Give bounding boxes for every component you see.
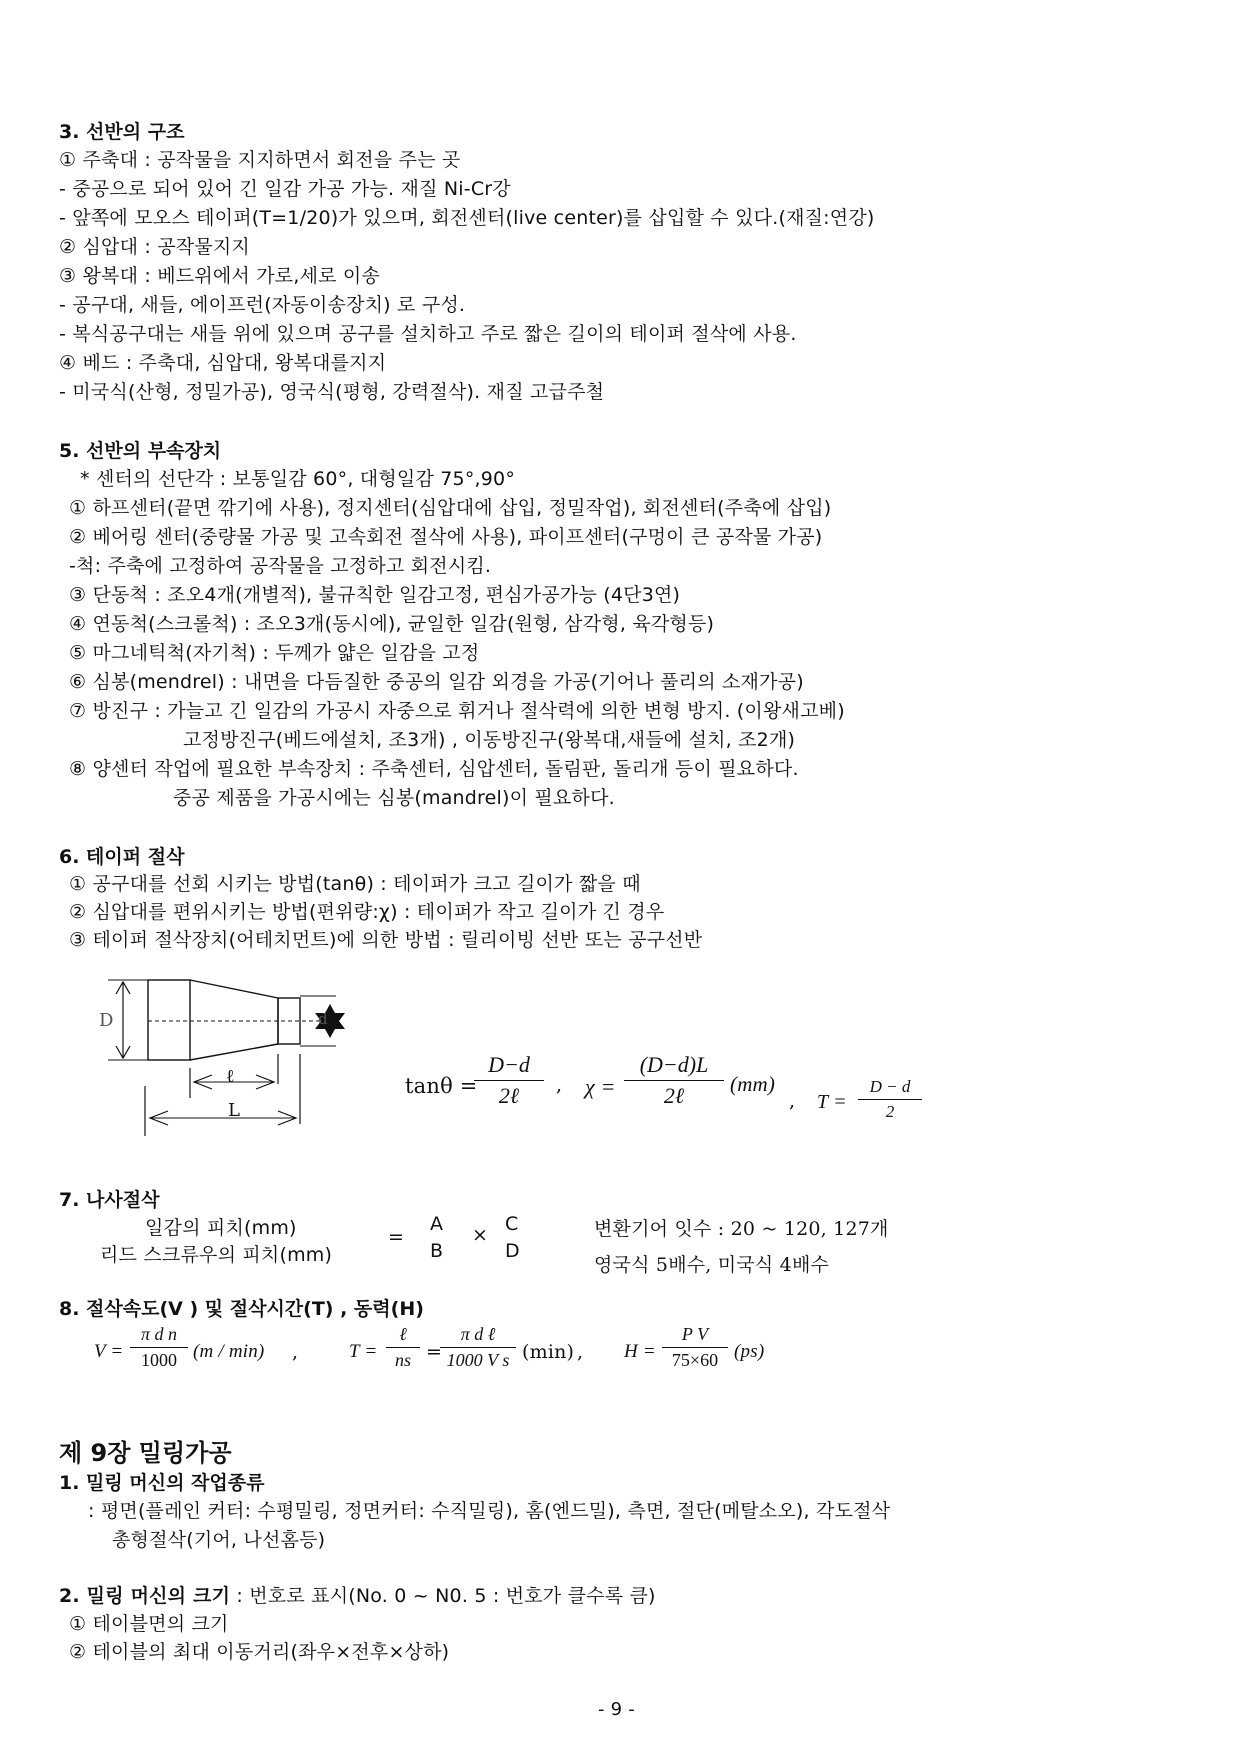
T-numerator: D − d [858, 1077, 922, 1100]
s5-line: 고정방진구(베드에설치, 조3개) , 이동방진구(왕복대,새들에 설치, 조2개) [183, 729, 796, 751]
V-numerator: π d n [130, 1324, 188, 1348]
gear-D: D [505, 1240, 520, 1262]
s3-line: - 중공으로 되어 있어 긴 일감 가공 가능. 재질 Ni-Cr강 [59, 178, 511, 200]
tan-numerator: D−d [474, 1052, 544, 1081]
s3-line: ③ 왕복대 : 베드위에서 가로,세로 이송 [59, 265, 381, 287]
section-6-title: 6. 테이퍼 절삭 [59, 846, 185, 868]
s3-line: ② 심압대 : 공작물지지 [59, 236, 250, 258]
section-5-title: 5. 선반의 부속장치 [59, 440, 222, 462]
s5-line: 중공 제품을 가공시에는 심봉(mandrel)이 필요하다. [173, 787, 615, 809]
section-8-title: 8. 절삭속도(V ) 및 절삭시간(T) , 동력(H) [59, 1298, 424, 1320]
T-denominator: 2 [885, 1102, 895, 1121]
s5-line: ② 베어링 센터(중량물 가공 및 고속회전 절삭에 사용), 파이프센터(구멍이 큰 공작물 가공) [69, 526, 823, 548]
label-l: ℓ [226, 1066, 235, 1087]
milling-1-line: : 평면(플레인 커터: 수평밀링, 정면커터: 수직밀링), 홈(엔드밀), 측면, 절단(메탈소오), 각도절삭 [88, 1500, 891, 1522]
milling-2-title-rest: : 번호로 표시(No. 0 ~ N0. 5 : 번호가 클수록 큼) [230, 1585, 656, 1607]
s6-line: ② 심압대를 편위시키는 방법(편위량:χ) : 테이퍼가 작고 길이가 긴 경우 [69, 901, 665, 923]
milling-2-heading [59, 1581, 656, 1608]
chi-lhs: χ = [585, 1074, 616, 1099]
Tc-denominator-2: 1000 V s [446, 1350, 510, 1370]
milling-1-title: 1. 밀링 머신의 작업종류 [59, 1472, 265, 1494]
formula-comma: , [789, 1090, 796, 1112]
section-7-title: 7. 나사절삭 [59, 1189, 160, 1211]
formula-comma: , [577, 1341, 584, 1363]
s5-line: ④ 연동척(스크롤척) : 조오3개(동시에), 균일한 일감(원형, 삼각형, 육각형등) [69, 613, 715, 635]
s5-line: -척: 주축에 고정하여 공작물을 고정하고 회전시킴. [69, 555, 492, 577]
s5-line: ⑤ 마그네틱척(자기척) : 두께가 얇은 일감을 고정 [69, 642, 480, 664]
s5-line: * 센터의 선단각 : 보통일감 60°, 대형일감 75°,90° [80, 468, 516, 490]
label-D: D [99, 1010, 114, 1031]
equals-sign: = [388, 1226, 405, 1248]
V-denominator: 1000 [141, 1350, 177, 1370]
label-d: d [318, 1010, 328, 1028]
Tc-numerator-2: π d ℓ [440, 1324, 516, 1348]
s3-line: - 앞쪽에 모오스 테이퍼(T=1/20)가 있으며, 회전센터(live center)를 삽입할 수 있다.(재질:연강) [59, 207, 875, 229]
tan-denominator: 2ℓ [498, 1083, 520, 1108]
s3-line: - 미국식(산형, 정밀가공), 영국식(평형, 강력절삭). 재질 고급주철 [59, 381, 605, 403]
formula-comma: , [292, 1341, 299, 1363]
pitch-label-top: 일감의 피치(mm) [145, 1217, 297, 1239]
s3-line: - 공구대, 새들, 에이프런(자동이송장치) 로 구성. [59, 294, 466, 316]
H-unit: (ps) [734, 1341, 765, 1362]
s5-line: ③ 단동척 : 조오4개(개별적), 불규칙한 일감고정, 편심가공가능 (4단3연) [69, 584, 681, 606]
s5-line: ⑦ 방진구 : 가늘고 긴 일감의 가공시 자중으로 휘거나 절삭력에 의한 변형 방지. (이왕새고베) [69, 700, 845, 722]
s3-line: - 복식공구대는 새들 위에 있으며 공구를 설치하고 주로 짧은 길이의 테이퍼 절삭에 사용. [59, 323, 797, 345]
tan-fraction [474, 1052, 544, 1109]
pitch-label-bottom: 리드 스크류우의 피치(mm) [100, 1244, 333, 1266]
V-unit: (m / min) [193, 1341, 265, 1362]
chi-fraction [624, 1052, 724, 1109]
s3-line: ① 주축대 : 공작물을 지지하면서 회전을 주는 곳 [59, 149, 461, 171]
tan-lhs: tanθ = [405, 1074, 478, 1098]
s5-line: ① 하프센터(끝면 깎기에 사용), 정지센터(심압대에 삽입, 정밀작업), 회전센터(주축에 삽입) [69, 497, 832, 519]
s6-line: ① 공구대를 선회 시키는 방법(tanθ) : 테이퍼가 크고 길이가 짧을 때 [69, 873, 641, 895]
chapter-title: 제 9장 밀링가공 [59, 1439, 232, 1467]
Tc-numerator-1: ℓ [386, 1324, 420, 1348]
chi-unit: (mm) [730, 1072, 776, 1096]
gear-teeth-note: 변환기어 잇수 : 20 ~ 120, 127개 [594, 1218, 889, 1240]
T-fraction [858, 1077, 922, 1122]
Tc-equals: = [426, 1341, 443, 1363]
gear-multiple-note: 영국식 5배수, 미국식 4배수 [594, 1254, 830, 1276]
H-numerator: P V [662, 1324, 728, 1348]
milling-1-line: 총형절삭(기어, 나선홈등) [112, 1529, 326, 1551]
Tc-unit: (min) [522, 1341, 575, 1363]
Tc-fraction-1 [386, 1324, 420, 1371]
gear-C: C [505, 1213, 519, 1235]
V-lhs: V = [94, 1341, 124, 1362]
s3-line: ④ 베드 : 주축대, 심압대, 왕복대를지지 [59, 352, 387, 374]
Tc-fraction-2 [440, 1324, 516, 1371]
H-lhs: H = [624, 1341, 656, 1362]
formula-comma: , [556, 1074, 563, 1096]
times-sign: × [472, 1224, 489, 1246]
page-number: - 9 - [598, 1699, 635, 1720]
milling-2-line: ① 테이블면의 크기 [69, 1613, 229, 1635]
chi-numerator: (D−d)L [624, 1052, 724, 1081]
s5-line: ⑥ 심봉(mendrel) : 내면을 다듬질한 중공의 일감 외경을 가공(기어나 풀리의 소재가공) [69, 671, 804, 693]
milling-2-title: 2. 밀링 머신의 크기 [59, 1585, 231, 1607]
chi-denominator: 2ℓ [663, 1083, 685, 1108]
H-fraction [662, 1324, 728, 1371]
gear-B: B [430, 1240, 444, 1262]
Tc-denominator-1: ns [394, 1350, 411, 1370]
s6-line: ③ 테이퍼 절삭장치(어테치먼트)에 의한 방법 : 릴리이빙 선반 또는 공구선반 [69, 929, 703, 951]
H-denominator: 75×60 [671, 1350, 719, 1370]
Tc-lhs: T = [349, 1341, 378, 1362]
T-lhs: T = [817, 1091, 847, 1113]
V-fraction [130, 1324, 188, 1371]
s5-line: ⑧ 양센터 작업에 필요한 부속장치 : 주축센터, 심압센터, 돌림판, 돌리개 등이 필요하다. [69, 758, 799, 780]
milling-2-line: ② 테이블의 최대 이동거리(좌우×전후×상하) [69, 1641, 450, 1663]
label-L: L [228, 1100, 240, 1121]
gear-A: A [430, 1213, 444, 1235]
section-3-title: 3. 선반의 구조 [59, 121, 185, 143]
